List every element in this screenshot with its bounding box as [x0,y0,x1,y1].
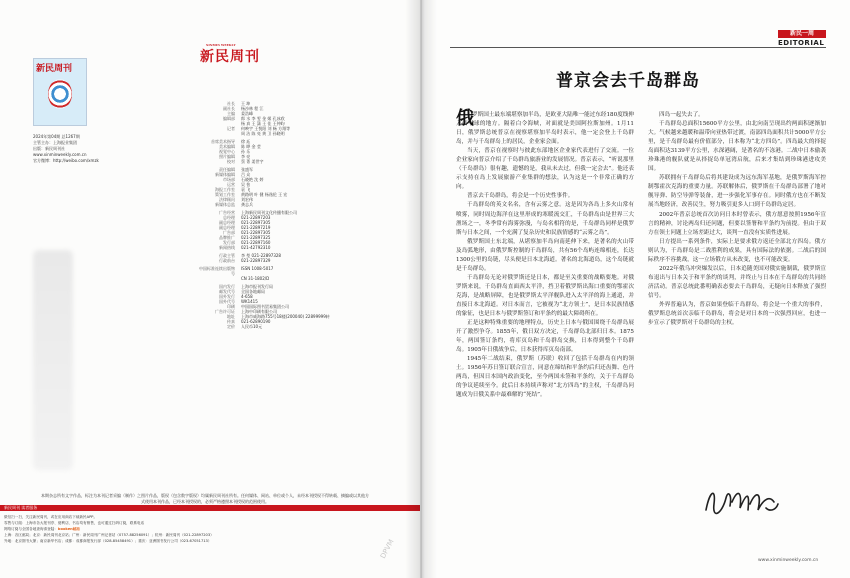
magazine-logo [200,43,260,66]
masthead-role: 广告经营 [219,210,235,215]
masthead-row [197,266,367,276]
masthead-role: 海报工作室 [215,187,235,192]
masthead-role: 运营 [227,182,235,187]
article-paragraph: 罗斯国土最东端堪察加半岛，是欧亚大陆唯一能过东经180度线伸入西半球的地方。隔着白令海峡，对面就是美国阿拉斯加州。1月11日，俄罗斯总统普京在视察堪察加半岛时表示，他一定会登上千岛群岛，并与千岛群岛上的居民，企业家会面。 [456,112,634,146]
masthead-role: 品牌推广 [219,235,235,240]
masthead-value: 上海新民周刊文化传播有限公司 [241,210,297,215]
cover-info-line: 2024年第04期 总1267期 [33,134,80,139]
snowflake-icon [48,79,72,109]
cover-info [33,134,123,164]
masthead-value: ISSN 1008-5017 [241,266,274,271]
masthead-role: 首席美术指导 [211,139,235,144]
article-paragraph: 普京去千岛群岛，将会是一个历史性事件。 [467,193,574,200]
masthead-role: 社长 [227,101,235,106]
masthead-value: 杨沙林 程 江 [241,106,264,111]
masthead-value: 陈 晔 金 莹 [241,144,261,149]
masthead-value: 上海市报刊发行局 [241,284,273,289]
masthead-role: 市场部 [223,177,235,182]
masthead-role: 新媒体编辑 [215,172,235,177]
masthead-value: 人民币10元 [241,324,263,329]
masthead-row [197,159,367,164]
masthead-role: 中国标准连续出版物号 [199,266,235,276]
left-page-masthead [0,0,420,578]
masthead-value: CN 31-1802/D [241,276,270,281]
footer-tag: 新民周刊 读者服务 [4,505,38,510]
masthead-value: 上海中印刷有限公司 [241,309,277,314]
masthead-value: 石晓艳 沈 婷 [241,177,264,182]
masthead-value: 孙 乐 [241,149,251,154]
masthead-value: 吴 怡 [241,182,251,187]
masthead-row [197,258,367,263]
copyright-notice: 本期杂志所有文字作品，标注为本刊记者采编（制作）之图片作品，版权（包含数字版权）均属新民周刊社所有。任何媒体、网站、单位或个人，未经本刊授权不得转载、摘编或以其他方式使用本刊作品，已经本刊授权的，必须严格遵照本刊授权的范围使用。 [41,493,369,504]
masthead-role: 编辑部 [223,116,235,121]
masthead-role: 副社长 [223,106,235,111]
masthead-role: 地址 [227,314,235,319]
masthead-value: 021-22897219 [241,225,271,230]
masthead-row [197,276,367,281]
masthead-role: 定价 [227,324,235,329]
footer-line: 零售与订阅：上海市各大报刊亭、便利店、书店均有销售，也可通过扫码订阅，联系电话 [4,521,145,525]
masthead-value: 姜浩峰 [241,111,253,116]
article-paragraph: 正是这种特殊重要的地理特点，历史上日本与俄国围绕千岛群岛展开了激烈争夺。1855年，俄日双方决定，千岛群岛北部归日本。1875年，两国签订条约，将库页岛和千岛群岛交换，日本得到整个千岛群岛。1905年日俄战争后，日本获得库页岛南部。 [456,320,634,354]
masthead-role: 主编 [227,111,235,116]
masthead-role: 责任编辑 [219,167,235,172]
masthead-value: 021-42792310 [241,245,271,250]
masthead-row [197,245,367,250]
masthead-role: 策划工作室 [215,192,235,197]
masthead-role: 传真 [227,319,235,324]
redacted-block [33,250,73,470]
masthead-role: 广告部 [223,230,235,235]
masthead-row [197,202,367,207]
cover-title: 新民周刊 [36,64,73,74]
magazine-logo-text: 新民周刊 [200,49,260,65]
masthead-role: 行政主管 [219,253,235,258]
masthead-value: 王 坤 [241,101,251,106]
masthead-value: 刘宏伟 [241,197,253,202]
drop-cap: 俄 [456,108,474,129]
article-paragraph: 日方提出一系列条件，实际上是要求俄方返还全部北方四岛。俄方则认为，千岛群岛是二战胜利的成果，具有国际法的依据。二战后的国际秩序不容挑战，这一立场俄方从未改变，也不可能改变。 [648,238,826,263]
spine-shadow [405,0,437,578]
footer-lines [4,514,414,544]
masthead-role: 校对 [227,159,235,164]
article-paragraph: 外界普遍认为，普京如果登临千岛群岛，将会是一个重大的事件，俄罗斯总统首次亲临千岛群岛，将会是对日本的一次强烈回应，也进一步宣示了俄罗斯对千岛群岛的主权。 [648,301,826,327]
masthead-role: 国外代号 [219,299,235,304]
masthead-value: 张盛军 [241,167,253,172]
footer-link[interactable]: booken邮局 [57,527,80,531]
watermark: DPVM [378,538,396,560]
masthead-role [197,276,235,281]
masthead-value: 全国各地邮局 [241,289,265,294]
masthead-role: 照片编辑 [219,154,235,159]
masthead-value: 李 亮 [241,154,251,159]
masthead-value: 021-62890190 [241,319,271,324]
masthead-role: 印刷 [227,304,235,309]
masthead-row [197,324,367,329]
masthead-role: 发行部 [223,240,235,245]
masthead-role: 新媒体总监 [215,202,235,207]
masthead-value: 021-22897160 [241,240,271,245]
masthead-row [197,131,367,136]
masthead-list [197,101,367,329]
masthead-role: 法律顾问 [219,197,235,202]
article-paragraph: 俄罗斯国土东北端，从堪察加半岛向南延伸下来，是著名的火山带及岛弧地形，由俄罗斯控制的千岛群岛，共有56个岛屿连绵相连，长达1300公里的岛链，尽头便是日本北海道。著名的北海道岛，这个岛链就是千岛群岛。 [456,238,634,272]
masthead-value: 杨 真 王 潇 王 佳 王仲昀 [241,121,285,126]
masthead-value: 4-658 [241,294,253,299]
footer-line: 外地：北京图书大厦；南京新华书店；成都：成都商报发行部（028-85458491）；重庆：亚洲图书发行公司（023-67051713） [4,539,212,543]
cover-info-line: www.xinminweekly.com.cn [33,152,87,157]
masthead-value: 周 洁 陈 亮 黄 卫 孙晓明 [241,131,285,136]
cover-info-line: 官方微博：http://weibo.com/xmzk [33,158,99,163]
right-page-editorial [422,0,850,578]
brand-cn: 新民一周 [778,30,826,38]
masthead-role: 副总经理 [219,220,235,225]
article-paragraph: 千岛群岛无论对俄罗斯还是日本，都是至关重要的战略要地。对俄罗斯来说，千岛群岛直面西太平洋，挡卫着俄罗斯出海口重要的鄂霍次克海，是战略屏障，也是俄罗斯太平洋舰队进入太平洋的海上通道，并直接日本北海道。对日本而言，它被视为“北方领土”，是日本民族情感的象征，也是日本与俄罗斯签订和平条约的最大障碍所在。 [456,274,634,318]
article-paragraph: 四岛一起失去了。 [659,112,704,118]
masthead-value: 李 堃 021-22897328 [241,253,281,258]
page-footer-url: www.xinminweekly.com.cn [758,558,819,563]
article-paragraph: 2022年俄乌冲突爆发以后，日本追随美国对俄实施制裁，俄罗斯宣布退出与日本关于和平条约的谈判，并终止与日本在千岛群岛的共同经济活动。普京总统此番明确表态要去千岛群岛，无疑向日本释放了强烈信号。 [648,265,826,299]
masthead-value: 上海市威海路755号18楼(200040) 22899999转 [241,314,330,319]
masthead-role: 记者 [227,126,235,131]
article-paragraph: 2002年普京总统首次访问日本时曾表示，俄方愿意按照1956年宣言的精神，讨论两岛归还问题，但要以签署和平条约为前提。但由于双方在领土问题上立场差距过大，谈判一直没有实质性进展。 [648,211,826,236]
masthead-value: 蔡 菁 姜世宇 [241,159,264,164]
footer-line: 上海：各区邮局；北京：新民周刊北京站；广州：新民周刊广州记者站（0757-88256091）；杭州：新民周刊（021-22897203） [4,533,214,537]
article-column-2 [648,111,826,328]
masthead-role: 新闻热线 [219,245,235,250]
masthead-value: 021-22897305 [241,220,271,225]
masthead-value: 吕 众 [241,172,251,177]
masthead-role: 总经理 [223,215,235,220]
masthead-value: 袁 飞 [241,187,251,192]
masthead-value: 021-22897305 [241,230,271,235]
masthead-value: 郎 水 李 雯 金 姬 孔冰欣 [241,116,285,121]
masthead-value: 021-22897203 [241,215,271,220]
masthead-value: 徐 珏 [241,139,251,144]
article-paragraph: 千岛群岛的英文名名，含有云雾之意。这是因为各岛上多火山常有喷雾，同时周边海洋在这里形成的寒暖流交汇，千岛群岛由是世界三大渔场之一，冬季常有海雾弥漫，与岛名相符的是，千岛群岛同样是俄罗斯与日本之间，一个充满了复杂历史和民族情感的“云雾之岛”。 [456,202,634,236]
masthead-role: 邮发代号 [219,289,235,294]
masthead-role: 副总经理 [219,225,235,230]
masthead-value: 黄路明 叶 健 杨逸伦 王 宏 [241,192,288,197]
masthead-value: 中国国际图书贸易集团公司 [241,304,289,309]
author-signature [702,480,782,522]
footer-band [0,505,420,511]
article-paragraph: 苏联拥有千岛群岛后将其建设成为远东海军基地，是俄罗斯海军控制鄂霍次克海的重要力量。苏联解体后，俄罗斯在千岛群岛部署了地对舰导弹、防空导弹等装备，进一步强化军事存在。同时俄方也在不断发展当地经济，改善民生，努力吸引更多人口到千岛群岛定居。 [648,175,826,209]
cover-thumbnail [33,58,87,126]
masthead-role: 视觉中心 [219,149,235,154]
cover-info-line: 主管主办：上海报业集团 [33,140,77,145]
masthead-role [197,131,235,136]
masthead-role: 广告许可证 [215,309,235,314]
masthead-role: 美术编辑 [219,144,235,149]
editorial-brand [778,30,826,48]
masthead-value: WK1415 [241,299,258,304]
masthead-role: 国内发行 [219,284,235,289]
masthead-role: 国外发行 [219,294,235,299]
article-paragraph: 千岛群岛总面积15600平方公里，由北向南呈现出约两面积逐渐加大。气候越来越暖和温带向亚热带过渡，南部四岛面积共计5000平方公里，是千岛群岛最有价值部分，日本称为“北方四岛”。四岛最大的择捉岛面积达3139平方公里，水深港阔，是著名的不冻港。二战中日本偷袭珍珠港的舰队就是从择捉岛单冠湾启航，后来才集结到珍珠港进攻美国。 [648,121,826,173]
masthead-value: 龚志兵 [241,202,253,207]
article-headline: 普京会去千岛群岛 [556,71,700,91]
reader-service-footer [0,505,420,578]
magazine-logo-sub: XINMIN WEEKLY [206,43,236,47]
masthead-value: 021-22897329 [241,258,271,263]
masthead-role: 行政前台 [219,258,235,263]
masthead-value: 何映宇 王悦阳 刘 畅 方翔等 [241,126,291,131]
header-rule [450,47,826,48]
article-paragraph: 当天，普京在视察时与彼此东部地区企业家代表进行了交流。一位企业家向普京介绍了千岛群岛旅游业的发展情况。普京表示，“听说那里（千岛群岛）很有趣，遗憾的是，我从未去过，但我一定会去”。他还表示支持在岛上发展旅游产业集群的想法，认为这是一个非常正确的方向。 [456,148,634,191]
brand-en: EDITORIAL [778,39,825,47]
article-paragraph: 1945年二战结束，俄罗斯（苏联）收回了包括千岛群岛在内的领土。1956年苏日签订联合宣言，同意在缔结和平条约后归还齿舞、色丹两岛，但因日本国内政治变化，至今两国未签和平条约，关于千岛群岛的争议延续至今。此后日本持续声称对“北方四岛”的主权，千岛群岛问题成为日俄关系中最难解的“死结”。 [456,356,634,399]
masthead-value: 021-22897325 [241,235,271,240]
article-column-1 [456,108,634,401]
footer-line: 网络订阅与全国各地查询请登陆：booken邮局 [4,527,80,531]
footer-line: 微信扫一扫，关注新民周刊，或在应用商店下载新民APP。 [4,515,98,519]
cover-info-line: 出版：新民周刊社 [33,146,65,151]
